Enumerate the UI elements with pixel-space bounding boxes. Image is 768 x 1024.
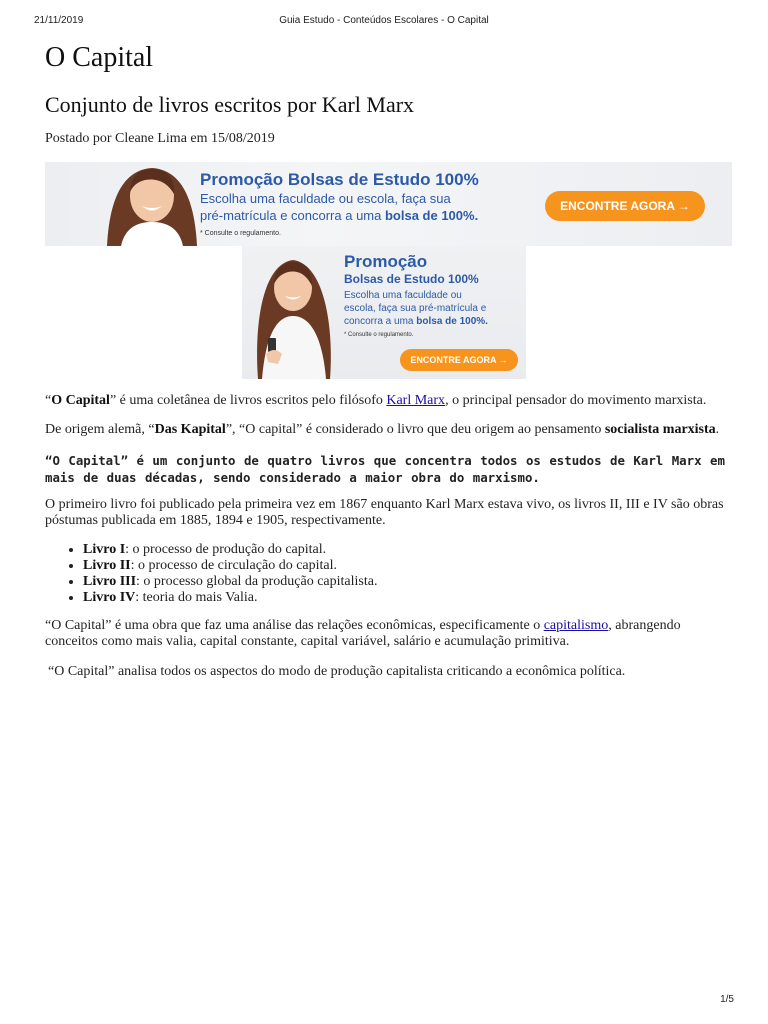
books-list [45,542,735,606]
list-item [83,574,735,590]
bold-term: O Capital [51,393,110,408]
book-name: Livro III [83,574,137,589]
promo-subtitle: Bolsas de Estudo 100% [344,272,479,286]
promo-banner-square[interactable] [242,246,526,379]
text: . [715,422,720,437]
text: “ [45,393,52,408]
text: ” é uma coletânea de livros escritos pelo filósofo [109,393,387,408]
list-item [83,590,735,606]
promo-line [200,207,479,224]
print-page-title: Guia Estudo - Conteúdos Escolares - O Capital [279,15,489,26]
promo-text [344,252,524,338]
find-now-button[interactable]: ENCONTRE AGORA → [545,191,705,221]
list-item [83,558,735,574]
text: De origem alemã, “ [45,422,155,437]
promo-line: Escolha uma faculdade ou escola, faça sua [200,191,451,206]
capitalismo-link[interactable]: capitalismo [543,618,609,633]
promo-title: Promoção [344,252,428,271]
bold-term: Das Kapital [154,422,226,437]
promo-line [344,315,524,328]
text: ”, “O capital” é considerado o livro que deu origem ao pensamento [225,422,605,437]
book-desc: : teoria do mais Valia. [135,590,258,605]
student-photo [244,246,342,379]
book-desc: : o processo de produção do capital. [125,542,327,557]
paragraph-publication: O primeiro livro foi publicado pela primeira vez em 1867 enquanto Karl Marx estava vivo, os livros II, III e IV são obras póstumas publicada em 1885, 1894 e 1905, respectivamente. [45,497,724,528]
text: “O Capital” é uma obra que faz uma análise das relações econômicas, especificamente o [45,618,544,633]
book-desc: : o processo global da produção capitalista. [136,574,378,589]
promo-text [200,170,479,237]
promo-line-bold: bolsa de 100%. [384,208,479,223]
print-date: 21/11/2019 [34,15,84,26]
list-item [83,542,735,558]
student-photo [97,162,207,246]
book-desc: : o processo de circulação do capital. [130,558,338,573]
page-title: O Capital [45,42,154,73]
promo-line-bold: bolsa de 100%. [416,316,488,327]
text: , o principal pensador do movimento marxista. [445,393,707,408]
promo-line: Escolha uma faculdade ou [344,290,462,301]
bold-term: socialista marxista [604,422,716,437]
promo-line: escola, faça sua pré-matrícula e [344,303,487,314]
article [45,40,735,680]
promo-title: Promoção Bolsas de Estudo 100% [200,170,479,189]
paragraph-conclusion: “O Capital” analisa todos os aspectos do modo de produção capitalista criticando a econômica política. [48,664,626,679]
text: , abrangendo conceitos como mais valia, capital constante, capital variável, salário e acumulação primitiva. [45,618,681,649]
promo-note: * Consulte o regulamento. [344,332,414,338]
book-name: Livro I [83,542,126,557]
promo-banner-wide[interactable] [45,162,732,246]
book-name: Livro IV [83,590,136,605]
paragraph-origin [45,422,735,438]
highlight-paragraph: “O Capital” é um conjunto de quatro livros que concentra todos os estudos de Karl Marx em mais de duas décadas, sendo considerado a maior obra do marxismo. [45,453,725,485]
page-number: 1/5 [720,994,734,1005]
print-header [0,15,768,29]
paragraph-analysis [45,618,735,650]
page-subtitle: Conjunto de livros escritos por Karl Marx [45,92,415,117]
promo-line-text: concorra a uma [344,316,417,327]
book-name: Livro II [83,558,131,573]
promo-line-text: pré-matrícula e concorra a uma [200,208,385,223]
paragraph-intro [45,393,735,409]
promo-note: * Consulte o regulamento. [200,230,281,237]
karl-marx-link[interactable]: Karl Marx [386,393,446,408]
byline: Postado por Cleane Lima em 15/08/2019 [45,131,275,146]
find-now-button[interactable]: ENCONTRE AGORA → [400,349,518,371]
